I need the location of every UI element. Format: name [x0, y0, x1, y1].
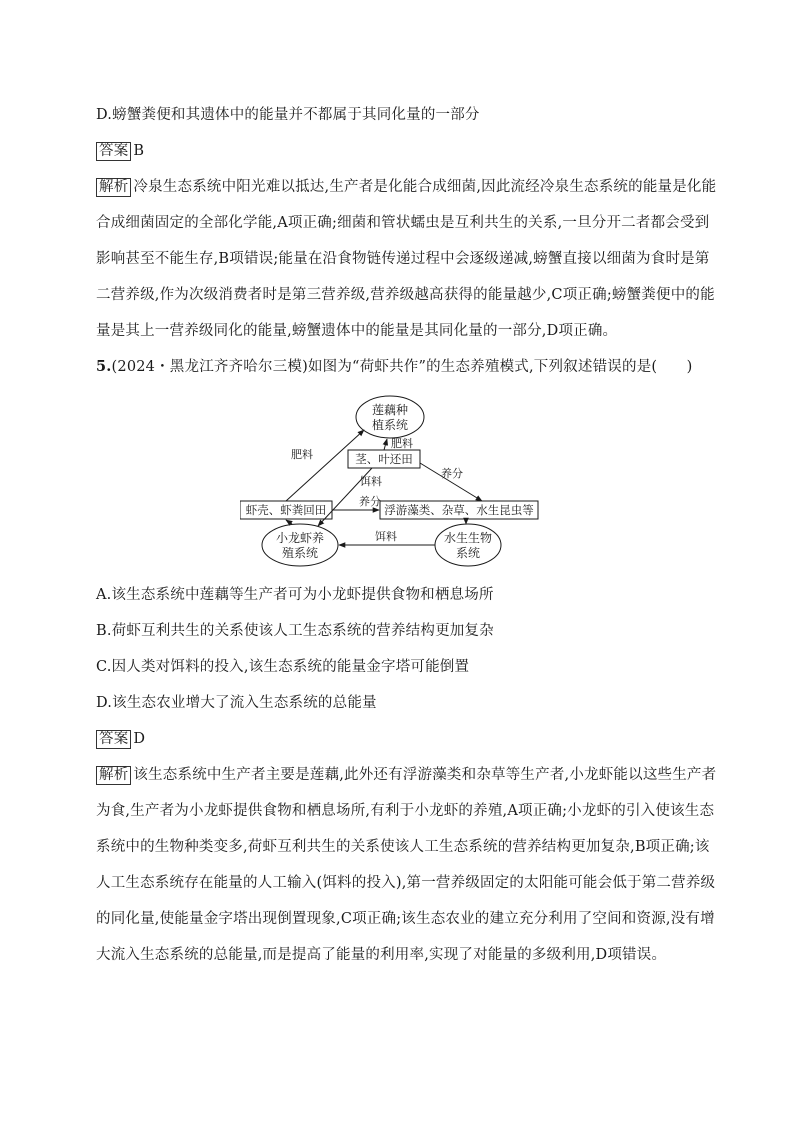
label-feed-mid: 饵料 — [360, 475, 382, 488]
q5-option-d-text: D.该生态农业增大了流入生态系统的总能量 — [96, 695, 377, 711]
q5-answer-tag: 答案 — [96, 730, 131, 749]
q5-explanation-line-2 — [96, 802, 714, 820]
q5-explanation-text-3: 系统中的生物种类变多,荷虾互利共生的关系使该人工生态系统的营养结构更加复杂,B项正确;该 — [96, 839, 710, 855]
q4-explanation-line-1 — [96, 178, 716, 197]
lotus-system-label-1: 莲藕种 — [371, 403, 409, 417]
q4-explanation-line-2 — [96, 214, 709, 232]
arrow-stem-to-lotus — [384, 439, 387, 450]
crayfish-system-label-2: 殖系统 — [281, 546, 319, 560]
q5-option-c — [96, 658, 469, 676]
q5-explanation-line-4 — [96, 874, 715, 892]
q5-explanation-text-5: 的同化量,使能量金字塔出现倒置现象,C项正确;该生态农业的建立充分利用了空间和资源,没有增 — [96, 911, 715, 927]
q4-explanation-text-2: 合成细菌固定的全部化学能,A项正确;细菌和管状蠕虫是互利共生的关系,一旦分开二者都会受到 — [96, 215, 710, 231]
stem-leaf-label: 茎、叶还田 — [355, 452, 413, 466]
q4-explanation-line-4 — [96, 286, 715, 304]
q5-option-b-text: B.荷虾互利共生的关系使该人工生态系统的营养结构更加复杂 — [96, 623, 494, 639]
q5-stem-text: (2024・黑龙江齐齐哈尔三模)如图为“荷虾共作”的生态养殖模式,下列叙述错误的是( ) — [111, 359, 693, 375]
q5-explanation-line-5 — [96, 910, 715, 928]
q5-explanation-text-2: 为食,生产者为小龙虾提供食物和栖息场所,有利于小龙虾的养殖,A项正确;小龙虾的引入使该生态 — [96, 803, 715, 819]
q4-explanation-line-5 — [96, 322, 617, 340]
lotus-shrimp-diagram — [240, 395, 560, 570]
aquatic-system-label-2: 系统 — [455, 546, 481, 560]
shell-feces-label: 虾壳、虾粪回田 — [245, 503, 327, 517]
q5-answer-value: D — [133, 731, 146, 747]
q5-stem — [96, 358, 693, 376]
label-feed-bottom: 饵料 — [375, 530, 397, 543]
q5-explanation-line-6 — [96, 946, 666, 964]
arrow-shell-to-lotus — [286, 430, 364, 501]
aquatic-system-label-1: 水生生物 — [443, 531, 493, 545]
q4-explanation-tag: 解析 — [96, 178, 131, 197]
label-fertilizer-left: 肥料 — [291, 448, 313, 461]
crayfish-system-label-1: 小龙虾养 — [275, 531, 325, 545]
q5-explanation-line-3 — [96, 838, 710, 856]
q5-option-c-text: C.因人类对饵料的投入,该生态系统的能量金字塔可能倒置 — [96, 659, 470, 675]
q5-option-a-text: A.该生态系统中莲藕等生产者可为小龙虾提供食物和栖息场所 — [96, 587, 494, 603]
q4-answer — [96, 142, 144, 161]
q5-option-b — [96, 622, 494, 640]
q4-explanation-line-3 — [96, 250, 710, 268]
q5-explanation-text-6: 大流入生态系统的总能量,而是提高了能量的利用率,实现了对能量的多级利用,D项错误。 — [96, 947, 667, 963]
q5-explanation-text-4: 人工生态系统存在能量的人工输入(饵料的投入),第一营养级固定的太阳能可能会低于第二营养级 — [96, 875, 716, 891]
arrow-crayfish-to-shell — [286, 520, 292, 524]
q4-explanation-text-3: 影响甚至不能生存,B项错误;能量在沿食物链传递过程中会逐级递减,螃蟹直接以细菌为食时是第 — [96, 251, 710, 267]
q5-answer — [96, 730, 145, 749]
q5-number: 5. — [96, 358, 112, 375]
q4-answer-value: B — [133, 143, 145, 159]
q4-answer-tag: 答案 — [96, 142, 131, 161]
q5-explanation-line-1 — [96, 766, 716, 785]
label-nutrient-right: 养分 — [441, 467, 463, 480]
q5-explanation-text-1: 该生态系统中生产者主要是莲藕,此外还有浮游藻类和杂草等生产者,小龙虾能以这些生产者 — [133, 767, 717, 783]
q5-option-d — [96, 694, 377, 712]
plankton-label: 浮游藻类、杂草、水生昆虫等 — [384, 503, 534, 517]
label-fertilizer-top: 肥料 — [391, 437, 413, 450]
q4-option-d — [96, 106, 480, 124]
q5-option-a — [96, 586, 494, 604]
q4-option-d-text: D.螃蟹粪便和其遗体中的能量并不都属于其同化量的一部分 — [96, 107, 480, 123]
lotus-system-label-2: 植系统 — [371, 418, 409, 432]
q4-explanation-text-4: 二营养级,作为次级消费者时是第三营养级,营养级越高获得的能量越少,C项正确;螃蟹粪便中的能 — [96, 287, 715, 303]
label-nutrient-mid: 养分 — [359, 495, 381, 508]
diagram-svg — [240, 395, 560, 570]
q4-explanation-text-1: 冷泉生态系统中阳光难以抵达,生产者是化能合成细菌,因此流经冷泉生态系统的能量是化能 — [133, 179, 717, 195]
q4-explanation-text-5: 量是其上一营养级同化的能量,螃蟹遗体中的能量是其同化量的一部分,D项正确。 — [96, 323, 618, 339]
q5-explanation-tag: 解析 — [96, 766, 131, 785]
